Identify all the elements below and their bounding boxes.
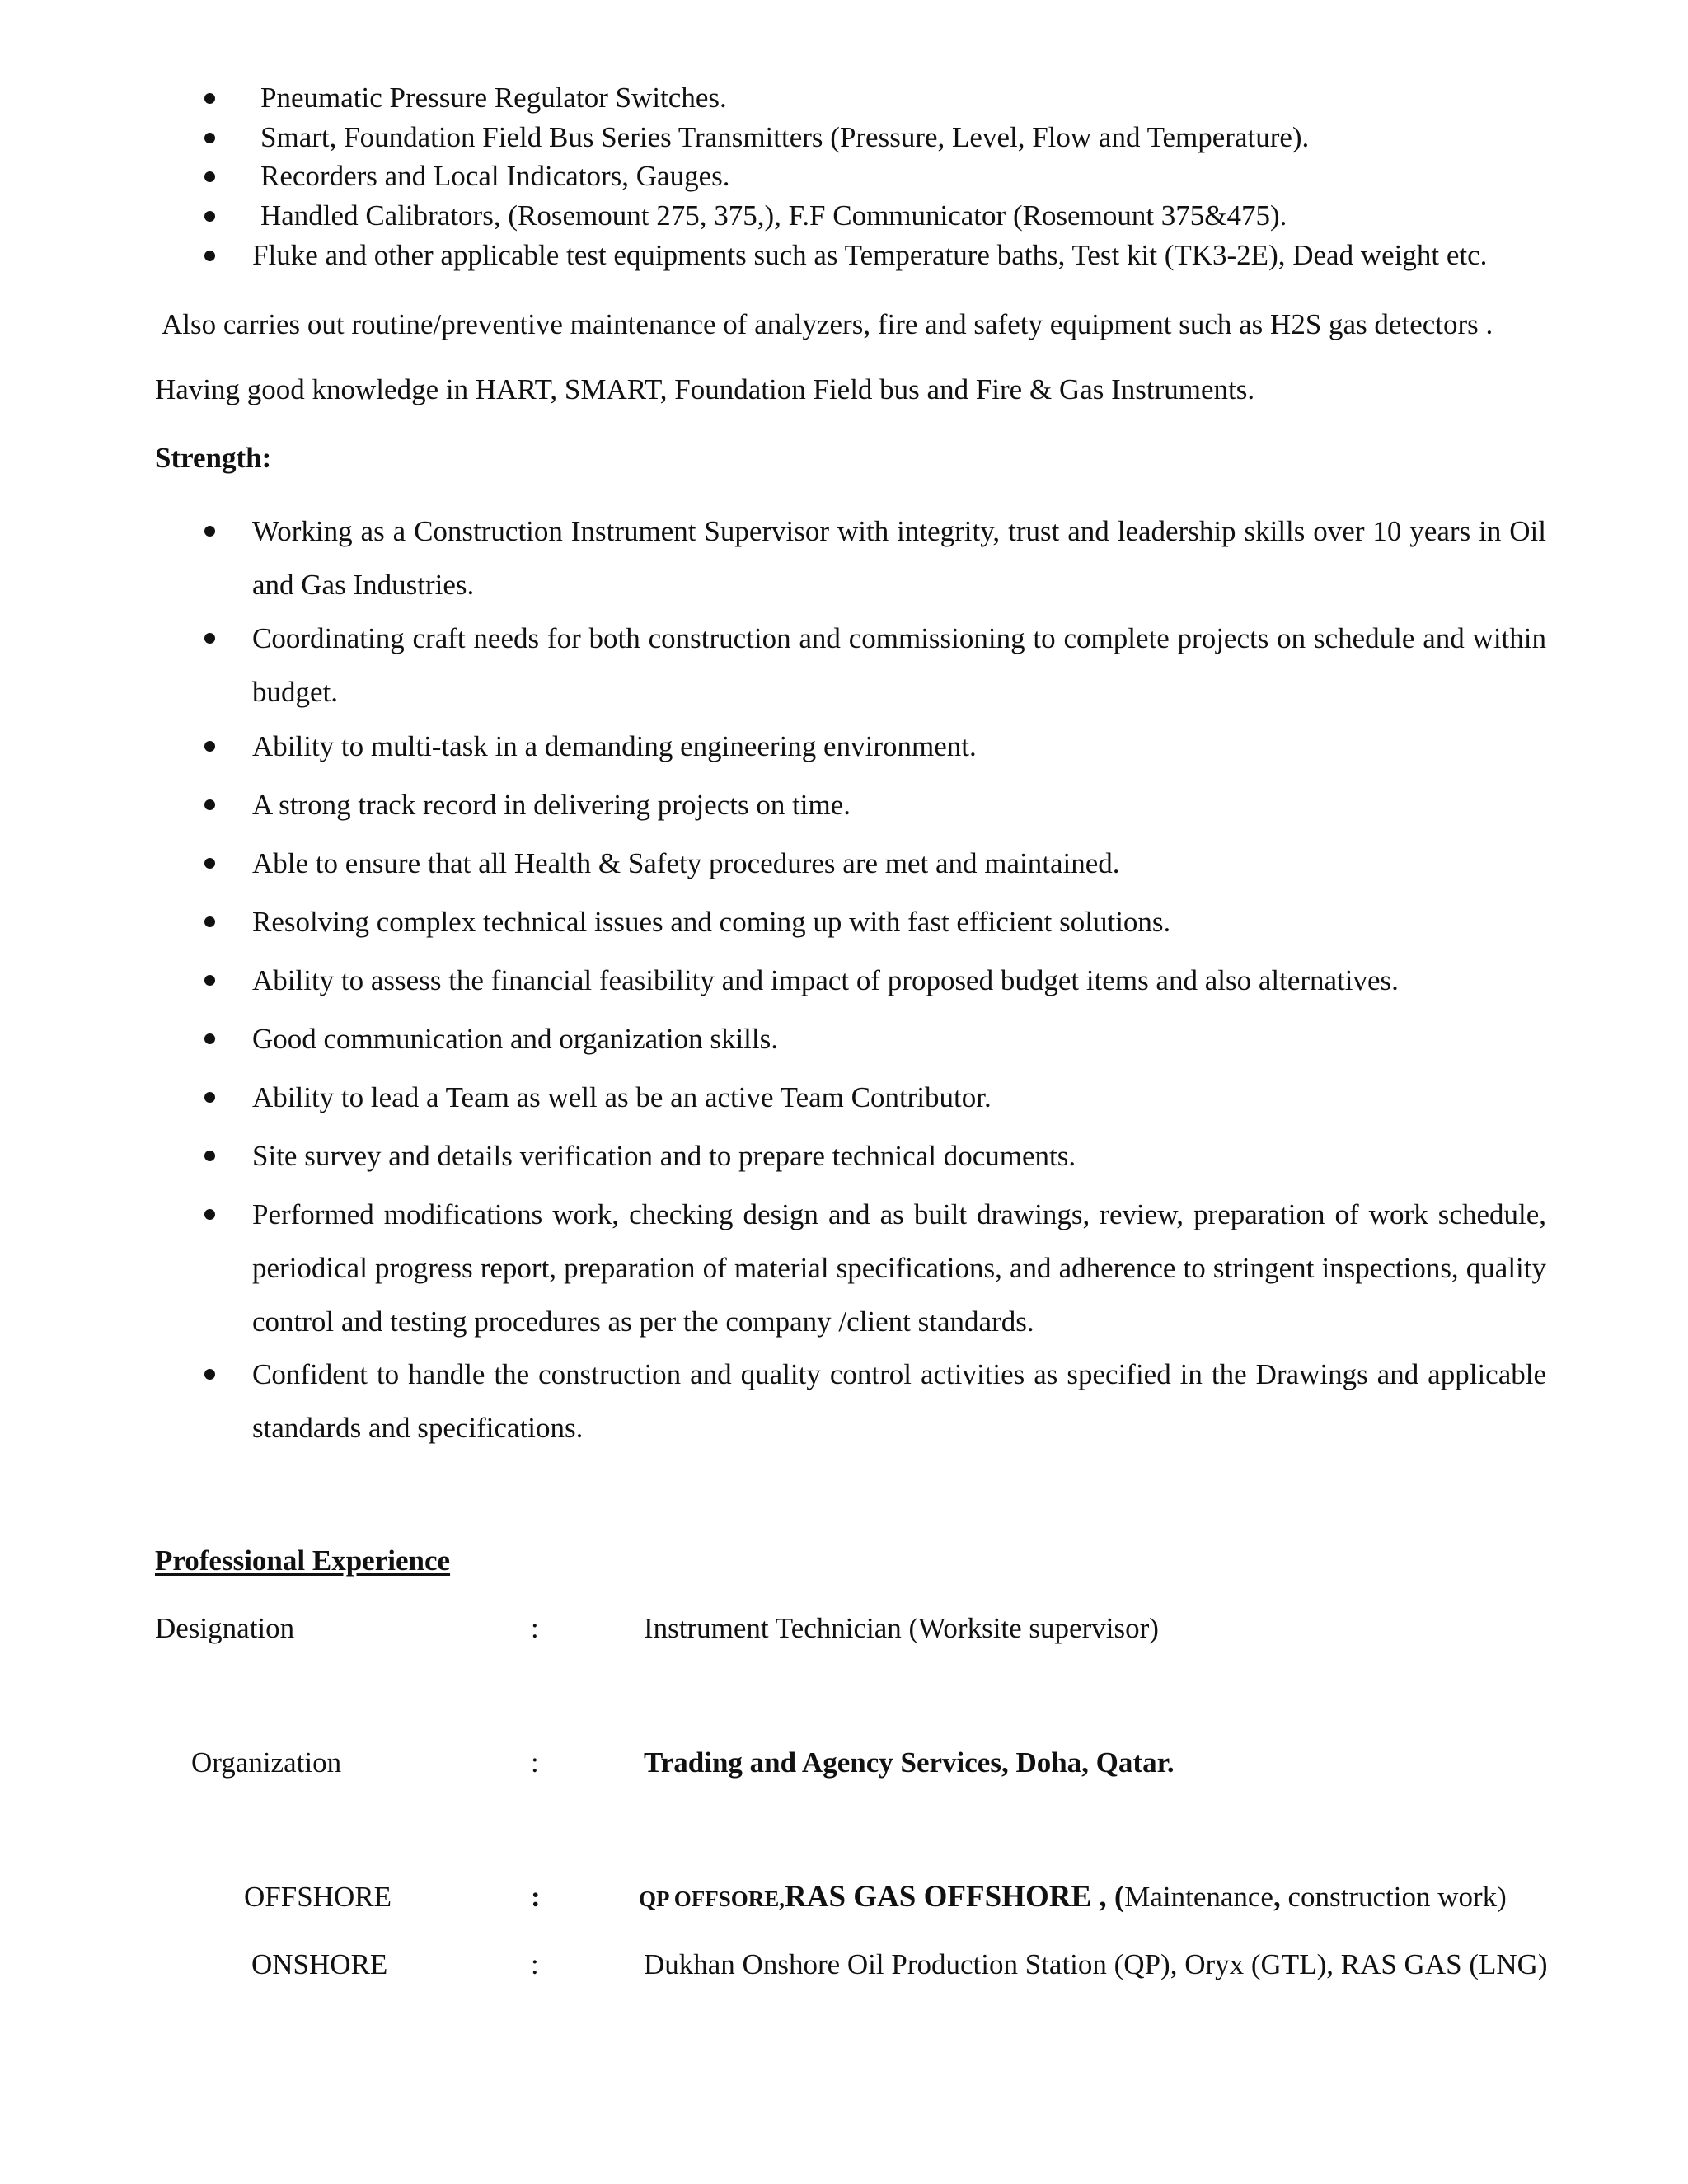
list-item: Able to ensure that all Health & Safety procedures are met and maintained. — [252, 847, 1120, 879]
offshore-value-comma: , — [1273, 1881, 1281, 1913]
offshore-label: OFFSHORE — [244, 1881, 392, 1913]
designation-label: Designation — [155, 1612, 295, 1644]
knowledge-paragraph: Having good knowledge in HART, SMART, Foundation Field bus and Fire & Gas Instruments. — [155, 373, 1255, 405]
list-item: Site survey and details verification and to prepare technical documents. — [252, 1140, 1076, 1172]
list-item: Confident to handle the construction and quality control activities as specified in the Drawings and applicable standards and specifications. — [252, 1358, 1546, 1444]
bullet-icon — [204, 1151, 215, 1161]
bullet-icon — [204, 526, 215, 537]
bullet-icon — [204, 133, 215, 143]
list-item: Smart, Foundation Field Bus Series Transmitters (Pressure, Level, Flow and Temperature). — [260, 121, 1310, 153]
list-item: Coordinating craft needs for both construction and commissioning to complete projects on schedule and within budget. — [252, 622, 1546, 708]
offshore-separator: : — [531, 1881, 541, 1913]
list-item: Ability to multi-task in a demanding engineering environment. — [252, 730, 977, 762]
experience-heading: Professional Experience — [155, 1544, 451, 1577]
bullet-icon — [204, 1369, 215, 1380]
list-item: Pneumatic Pressure Regulator Switches. — [260, 82, 727, 114]
list-item: Fluke and other applicable test equipments such as Temperature baths, Test kit (TK3-2E), Dead weight etc. — [252, 239, 1488, 271]
bullet-icon — [204, 1209, 215, 1220]
offshore-value-qp: QP OFFSORE, — [639, 1886, 785, 1911]
offshore-value-rasgas: RAS GAS OFFSHORE , ( — [785, 1880, 1125, 1914]
bullet-icon — [204, 858, 215, 869]
designation-separator: : — [531, 1612, 539, 1644]
bullet-icon — [204, 799, 215, 810]
strength-heading: Strength: — [155, 442, 272, 474]
offshore-value — [639, 1877, 1507, 1919]
bullet-icon — [204, 916, 215, 927]
list-item: Performed modifications work, checking design and as built drawings, review, preparation of work schedule, periodical progress report, preparation of material specifications, and adherence to stringent inspections, quality control and testing procedures as per the company /client standards. — [252, 1198, 1546, 1338]
list-item: Working as a Construction Instrument Supervisor with integrity, trust and leadership skills over 10 years in Oil and Gas Industries. — [252, 515, 1546, 601]
offshore-value-maintenance: Maintenance — [1124, 1881, 1273, 1913]
bullet-icon — [204, 211, 215, 222]
bullet-icon — [204, 633, 215, 644]
list-item: Resolving complex technical issues and coming up with fast efficient solutions. — [252, 906, 1171, 938]
list-item: Handled Calibrators, (Rosemount 275, 375,), F.F Communicator (Rosemount 375&475). — [260, 199, 1287, 232]
bullet-icon — [204, 93, 215, 104]
offshore-value-construction: construction work) — [1280, 1881, 1507, 1913]
organization-value: Trading and Agency Services, Doha, Qatar. — [644, 1746, 1175, 1779]
onshore-label: ONSHORE — [251, 1948, 388, 1980]
organization-separator: : — [531, 1746, 539, 1779]
bullet-icon — [204, 171, 215, 182]
designation-value: Instrument Technician (Worksite supervisor) — [644, 1612, 1159, 1644]
bullet-icon — [204, 1033, 215, 1044]
organization-label: Organization — [191, 1746, 342, 1779]
list-item: Ability to lead a Team as well as be an active Team Contributor. — [252, 1081, 992, 1113]
onshore-value: Dukhan Onshore Oil Production Station (QP), Oryx (GTL), RAS GAS (LNG) — [644, 1948, 1548, 1980]
maintenance-paragraph: Also carries out routine/preventive maintenance of analyzers, fire and safety equipment such as H2S gas detectors . — [162, 308, 1493, 340]
bullet-icon — [204, 251, 215, 261]
bullet-icon — [204, 741, 215, 752]
bullet-icon — [204, 1092, 215, 1103]
list-item: Recorders and Local Indicators, Gauges. — [260, 160, 730, 192]
list-item: A strong track record in delivering projects on time. — [252, 789, 851, 821]
onshore-separator: : — [531, 1948, 539, 1980]
list-item: Good communication and organization skills. — [252, 1023, 778, 1055]
bullet-icon — [204, 975, 215, 986]
list-item: Ability to assess the financial feasibility and impact of proposed budget items and also alternatives. — [252, 964, 1399, 996]
